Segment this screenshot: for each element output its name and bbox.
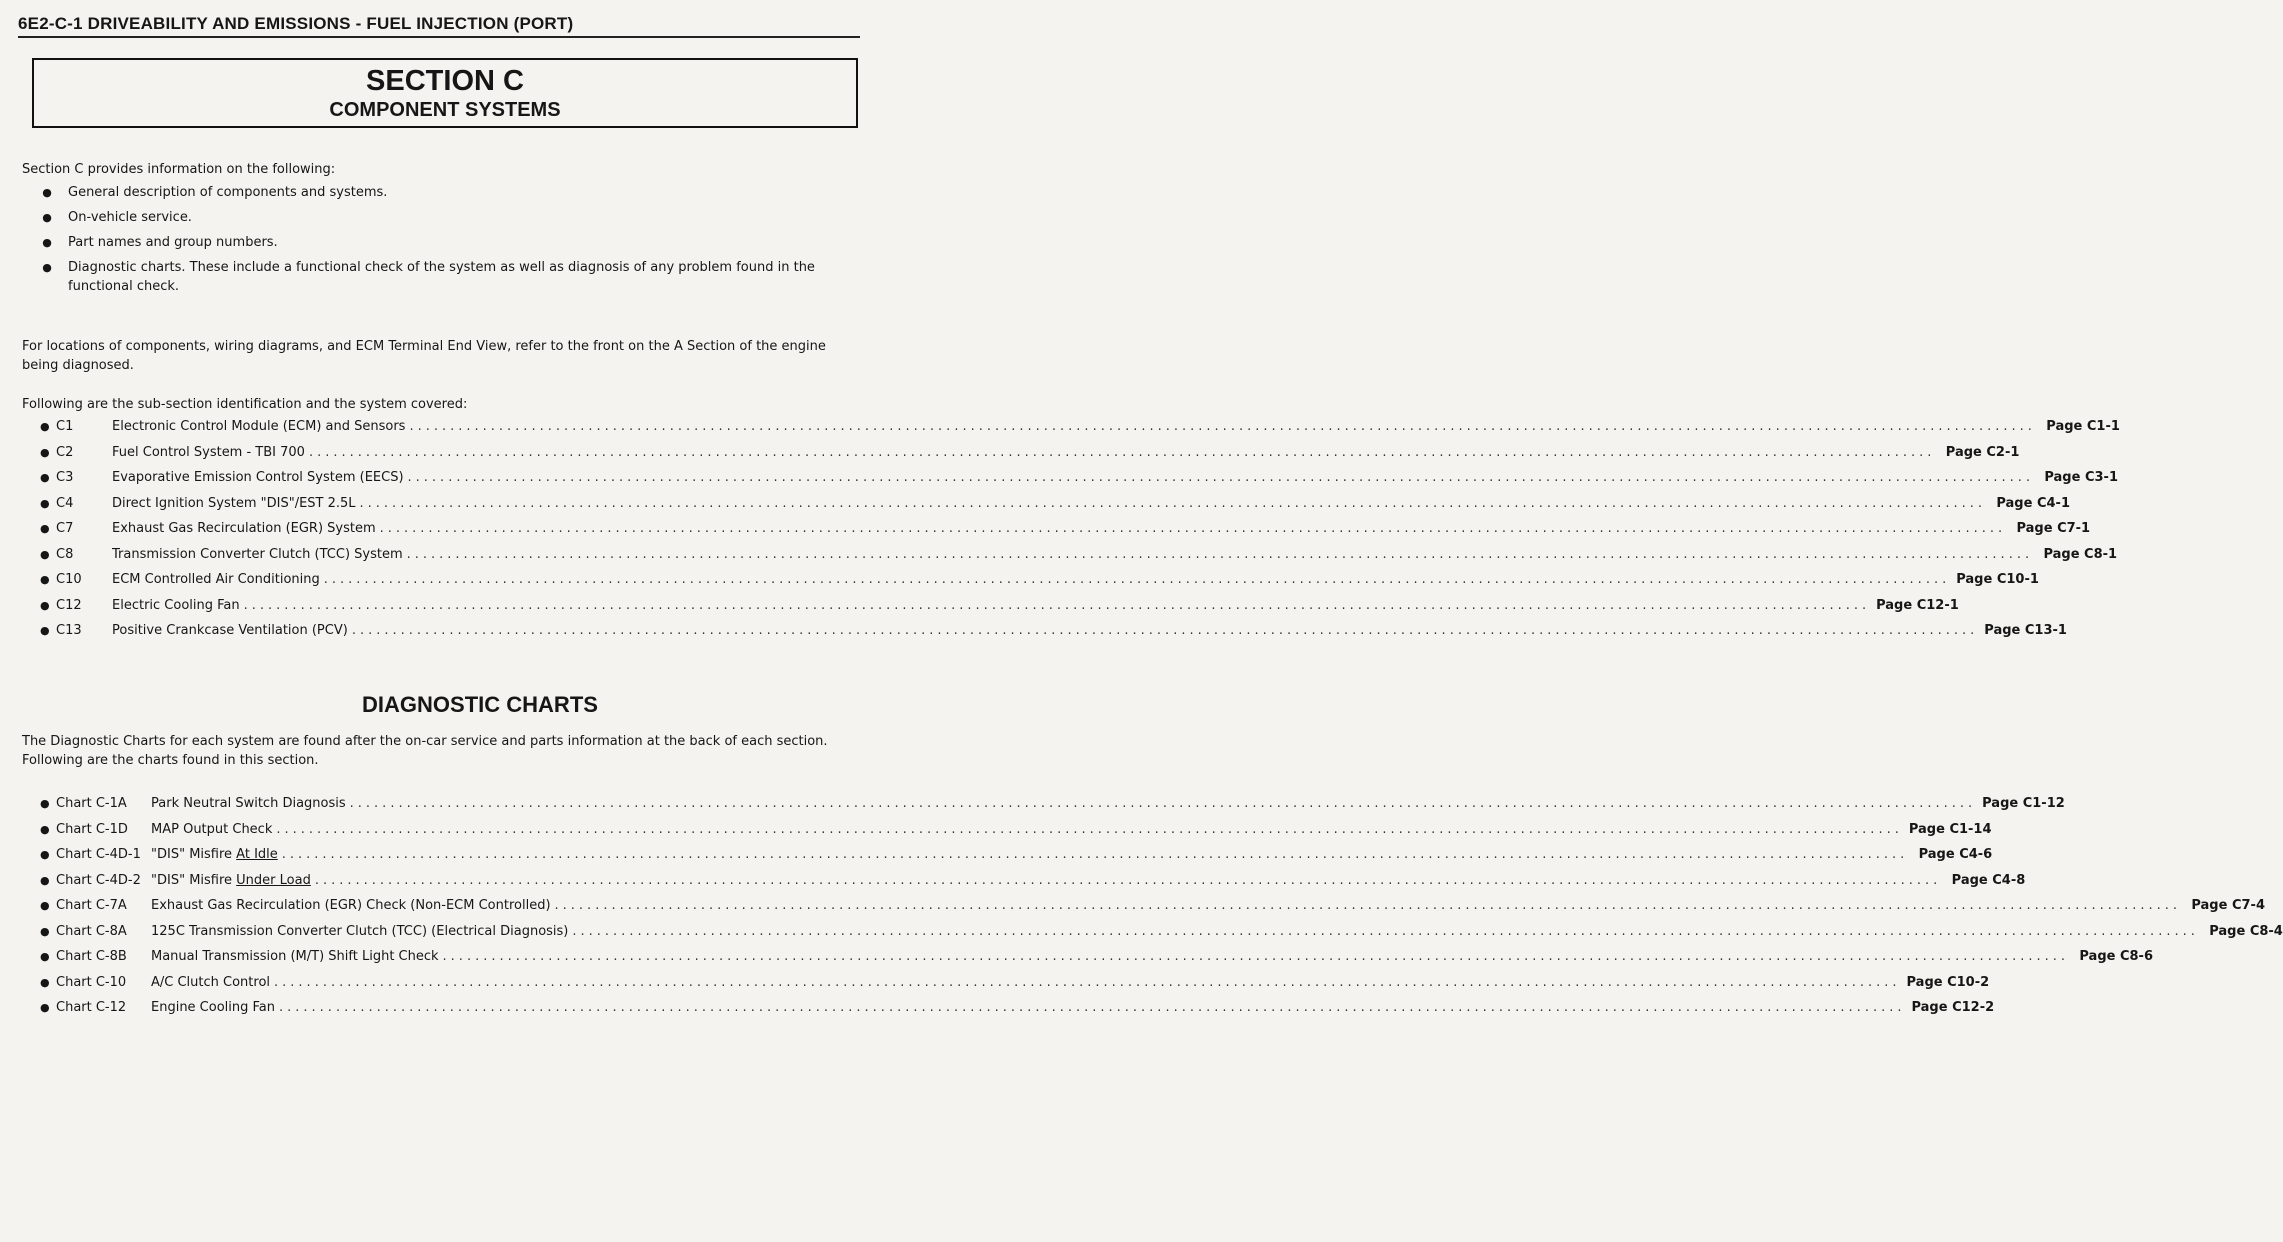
bullet-icon: ●: [40, 624, 50, 637]
section-title-box: [32, 58, 858, 128]
chart-row: [40, 796, 2065, 822]
dot-leader: ........................................................................................................................................................................................................: [406, 546, 2034, 562]
dot-leader: ........................................................................................................................................................................................................: [314, 872, 1942, 888]
subsection-title: Electric Cooling Fan: [112, 597, 240, 613]
subsection-row: [40, 546, 2118, 573]
subsection-page: Page C1-1: [2046, 419, 2120, 434]
subsection-code: C3: [56, 470, 74, 485]
subsection-title: Direct Ignition System "DIS"/EST 2.5L: [112, 495, 356, 511]
chart-row: [40, 821, 1992, 848]
intro-bullet-text: General description of components and systems.: [68, 185, 388, 200]
chart-title: MAP Output Check: [151, 821, 273, 837]
diagnostic-charts-heading: DIAGNOSTIC CHARTS: [362, 692, 598, 717]
dot-leader: ........................................................................................................................................................................................................: [274, 974, 1901, 990]
chart-row: [40, 847, 1993, 873]
intro-lead: Section C provides information on the following:: [22, 162, 336, 177]
subsection-title: Positive Crankcase Ventilation (PCV): [112, 623, 348, 638]
chart-row: [40, 923, 2283, 950]
bullet-icon: ●: [40, 822, 50, 836]
dot-leader: ........................................................................................................................................................................................................: [442, 949, 2070, 964]
subsection-page: Page C8-1: [2043, 546, 2118, 562]
subsection-code: C12: [56, 597, 82, 613]
subsection-row: [40, 419, 2120, 445]
chart-title: Manual Transmission (M/T) Shift Light Check: [151, 949, 439, 964]
intro-bullet-text: Diagnostic charts. These include a functional check of the system as well as diagnosis of any problem found in the functional check.: [68, 260, 815, 294]
dot-leader: ........................................................................................................................................................................................................: [281, 847, 1909, 862]
running-head: 6E2-C-1 DRIVEABILITY AND EMISSIONS - FUEL INJECTION (PORT): [18, 14, 574, 33]
chart-title: Park Neutral Switch Diagnosis: [151, 796, 346, 811]
subsection-code: C2: [56, 444, 74, 460]
subsection-row: [40, 470, 2118, 496]
chart-code: Chart C-1A: [56, 796, 127, 811]
bullet-icon: ●: [42, 261, 52, 274]
intro-bullet-text: Part names and group numbers.: [68, 235, 278, 250]
bullet-icon: ●: [40, 950, 50, 963]
subsection-title: Evaporative Emission Control System (EECS): [112, 470, 404, 485]
subsection-page: Page C13-1: [1984, 623, 2067, 638]
diagnostic-lead: The Diagnostic Charts for each system are found after the on-car service and parts information at the back of each section. Following are the charts found in this section.: [22, 734, 828, 768]
chart-code: Chart C-8B: [56, 949, 127, 964]
intro-bullet-item: [40, 208, 852, 227]
chart-title: Engine Cooling Fan: [151, 1000, 276, 1015]
subsection-title: ECM Controlled Air Conditioning: [112, 572, 320, 587]
chart-title: A/C Clutch Control: [151, 974, 271, 990]
bullet-icon: ●: [40, 547, 50, 561]
intro-bullet-item: [40, 233, 852, 252]
chart-page: Page C1-14: [1908, 821, 1992, 837]
chart-title: 125C Transmission Converter Clutch (TCC) (Electrical Diagnosis): [151, 923, 569, 939]
chart-page: Page C8-4: [2209, 923, 2283, 939]
bullet-icon: ●: [42, 186, 52, 199]
subsection-list: [40, 419, 2120, 649]
subsection-row: [40, 623, 2067, 649]
chart-page: Page C7-4: [2191, 898, 2265, 913]
chart-code: Chart C-7A: [56, 898, 127, 913]
chart-code: Chart C-1D: [56, 821, 128, 837]
bullet-icon: ●: [40, 496, 50, 510]
subsection-page: Page C12-1: [1876, 597, 1959, 613]
intro-bullet-text: On-vehicle service.: [68, 210, 192, 225]
bullet-icon: ●: [40, 924, 50, 938]
section-subtitle: COMPONENT SYSTEMS: [329, 99, 561, 121]
intro-bullet-item: [40, 258, 852, 296]
subsection-page: Page C4-1: [1996, 495, 2070, 511]
section-title: SECTION C: [366, 65, 524, 97]
chart-code: Chart C-4D-1: [56, 847, 141, 862]
header-rule: [18, 36, 860, 38]
subsection-page: Page C2-1: [1945, 444, 2020, 460]
diagnostic-chart-list: [40, 796, 2283, 1026]
bullet-icon: ●: [40, 471, 50, 484]
subsection-row: [40, 444, 2020, 471]
chart-code: Chart C-4D-2: [56, 872, 141, 888]
subsection-code: C10: [56, 572, 82, 587]
dot-leader: ........................................................................................................................................................................................................: [351, 623, 1979, 638]
subsection-title: Fuel Control System - TBI 700: [112, 444, 305, 460]
bullet-icon: ●: [40, 848, 50, 861]
chart-row: [40, 949, 2154, 975]
bullet-icon: ●: [40, 873, 50, 887]
bullet-icon: ●: [40, 899, 50, 912]
subsection-row: [40, 495, 2070, 522]
chart-page: Page C10-2: [1906, 974, 1990, 990]
bullet-icon: ●: [40, 1001, 50, 1014]
dot-leader: ........................................................................................................................................................................................................: [379, 521, 2007, 536]
chart-page: Page C8-6: [2079, 949, 2154, 964]
subsection-title: Transmission Converter Clutch (TCC) System: [112, 546, 403, 562]
chart-code: Chart C-8A: [56, 923, 127, 939]
chart-title: "DIS" Misfire Under Load: [151, 872, 311, 888]
subsections-lead: Following are the sub-section identification and the system covered:: [22, 397, 468, 412]
intro-bullet-item: [40, 183, 852, 202]
dot-leader: ........................................................................................................................................................................................................: [409, 419, 2036, 434]
dot-leader: ........................................................................................................................................................................................................: [554, 898, 2181, 913]
dot-leader: ........................................................................................................................................................................................................: [323, 572, 1951, 587]
subsection-code: C4: [56, 495, 74, 511]
subsection-row: [40, 597, 1959, 624]
dot-leader: ........................................................................................................................................................................................................: [243, 597, 1871, 613]
dot-leader: ........................................................................................................................................................................................................: [349, 796, 1977, 811]
chart-code: Chart C-10: [56, 974, 127, 990]
bullet-icon: ●: [40, 522, 50, 535]
subsection-title: Electronic Control Module (ECM) and Sensors: [112, 419, 406, 434]
bullet-icon: ●: [40, 598, 50, 612]
locations-note: For locations of components, wiring diagrams, and ECM Terminal End View, refer to the front on the A Section of the engine being diagnosed.: [22, 339, 826, 373]
chart-title: Exhaust Gas Recirculation (EGR) Check (Non-ECM Controlled): [151, 898, 551, 913]
bullet-icon: ●: [42, 236, 52, 249]
chart-code: Chart C-12: [56, 1000, 127, 1015]
subsection-page: Page C10-1: [1956, 572, 2039, 587]
chart-page: Page C4-6: [1918, 847, 1993, 862]
bullet-icon: ●: [42, 211, 52, 224]
chart-page: Page C12-2: [1911, 1000, 1995, 1015]
subsection-page: Page C7-1: [2016, 521, 2091, 536]
intro-bullet-list: [40, 183, 852, 296]
dot-leader: ........................................................................................................................................................................................................: [276, 821, 1903, 837]
bullet-icon: ●: [40, 975, 50, 989]
chart-row: [40, 1000, 1995, 1026]
bullet-icon: ●: [40, 420, 50, 433]
subsection-code: C8: [56, 546, 74, 562]
subsection-code: C7: [56, 521, 74, 536]
subsection-row: [40, 572, 2039, 598]
dot-leader: ........................................................................................................................................................................................................: [572, 923, 2199, 939]
subsection-code: C13: [56, 623, 82, 638]
dot-leader: ........................................................................................................................................................................................................: [308, 444, 1936, 460]
subsection-page: Page C3-1: [2044, 470, 2118, 485]
subsection-row: [40, 521, 2091, 547]
bullet-icon: ●: [40, 445, 50, 459]
bullet-icon: ●: [40, 797, 50, 810]
subsection-title: Exhaust Gas Recirculation (EGR) System: [112, 521, 376, 536]
chart-page: Page C4-8: [1951, 872, 2026, 888]
dot-leader: ........................................................................................................................................................................................................: [407, 470, 2034, 485]
chart-row: [40, 872, 2026, 899]
bullet-icon: ●: [40, 573, 50, 586]
chart-row: [40, 974, 1990, 1001]
dot-leader: ........................................................................................................................................................................................................: [359, 495, 1986, 511]
chart-row: [40, 898, 2265, 924]
chart-page: Page C1-12: [1982, 796, 2065, 811]
dot-leader: ........................................................................................................................................................................................................: [279, 1000, 1906, 1015]
chart-title: "DIS" Misfire At Idle: [151, 847, 278, 862]
subsection-code: C1: [56, 419, 74, 434]
